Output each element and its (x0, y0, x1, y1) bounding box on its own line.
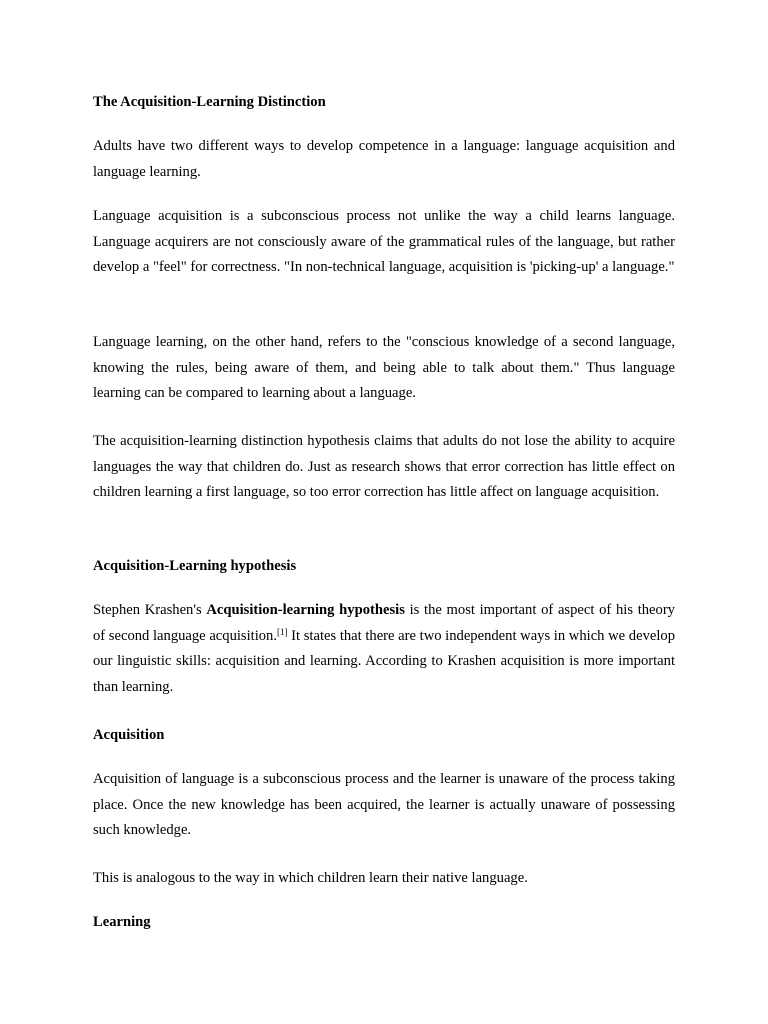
section-heading-hypothesis: Acquisition-Learning hypothesis (93, 558, 297, 574)
paragraph-acquisition-process: Acquisition of language is a subconscious process and the learner is unaware of the process taking place. Once the new knowledge has been acquired, the learner is actually unaware of possessing such knowledge. (93, 771, 675, 838)
paragraph-acquisition-definition: Language acquisition is a subconscious process not unlike the way a child learns language. Language acquirers are not consciously aware of the grammatical rules of the language, but rather develop a "feel" for correctness. "In non-technical language, acquisition is 'picking-up' a language." (93, 208, 675, 275)
krashen-text-end: It states that there are two independent ways in which we develop our linguistic skills: acquisition and learning. According to Krashen acquisition is more important than learning. (93, 627, 675, 695)
citation-reference[interactable]: [1] (277, 626, 288, 637)
krashen-text-start: Stephen Krashen's (93, 602, 207, 618)
krashen-text-middle: is the most important of aspect of his theory of second language acquisition. (93, 602, 675, 644)
section-heading-acquisition: Acquisition (93, 727, 165, 743)
section-heading-learning: Learning (93, 914, 151, 930)
section-heading-distinction: The Acquisition-Learning Distinction (93, 94, 326, 110)
paragraph-learning-definition: Language learning, on the other hand, refers to the "conscious knowledge of a second language, knowing the rules, being aware of them, and being able to talk about them." Thus language learning can be compared to learning about a language. (93, 334, 675, 401)
paragraph-competence: Adults have two different ways to develop competence in a language: language acquisition and language learning. (93, 138, 675, 180)
paragraph-distinction-hypothesis: The acquisition-learning distinction hypothesis claims that adults do not lose the ability to acquire languages the way that children do. Just as research shows that error correction has little effect on children learning a first language, so too error correction has little affect on language acquisition. (93, 433, 675, 500)
hypothesis-link-text: Acquisition-learning hypothesis (206, 602, 405, 618)
paragraph-native-language: This is analogous to the way in which children learn their native language. (93, 870, 528, 886)
paragraph-krashen-hypothesis (93, 598, 675, 700)
